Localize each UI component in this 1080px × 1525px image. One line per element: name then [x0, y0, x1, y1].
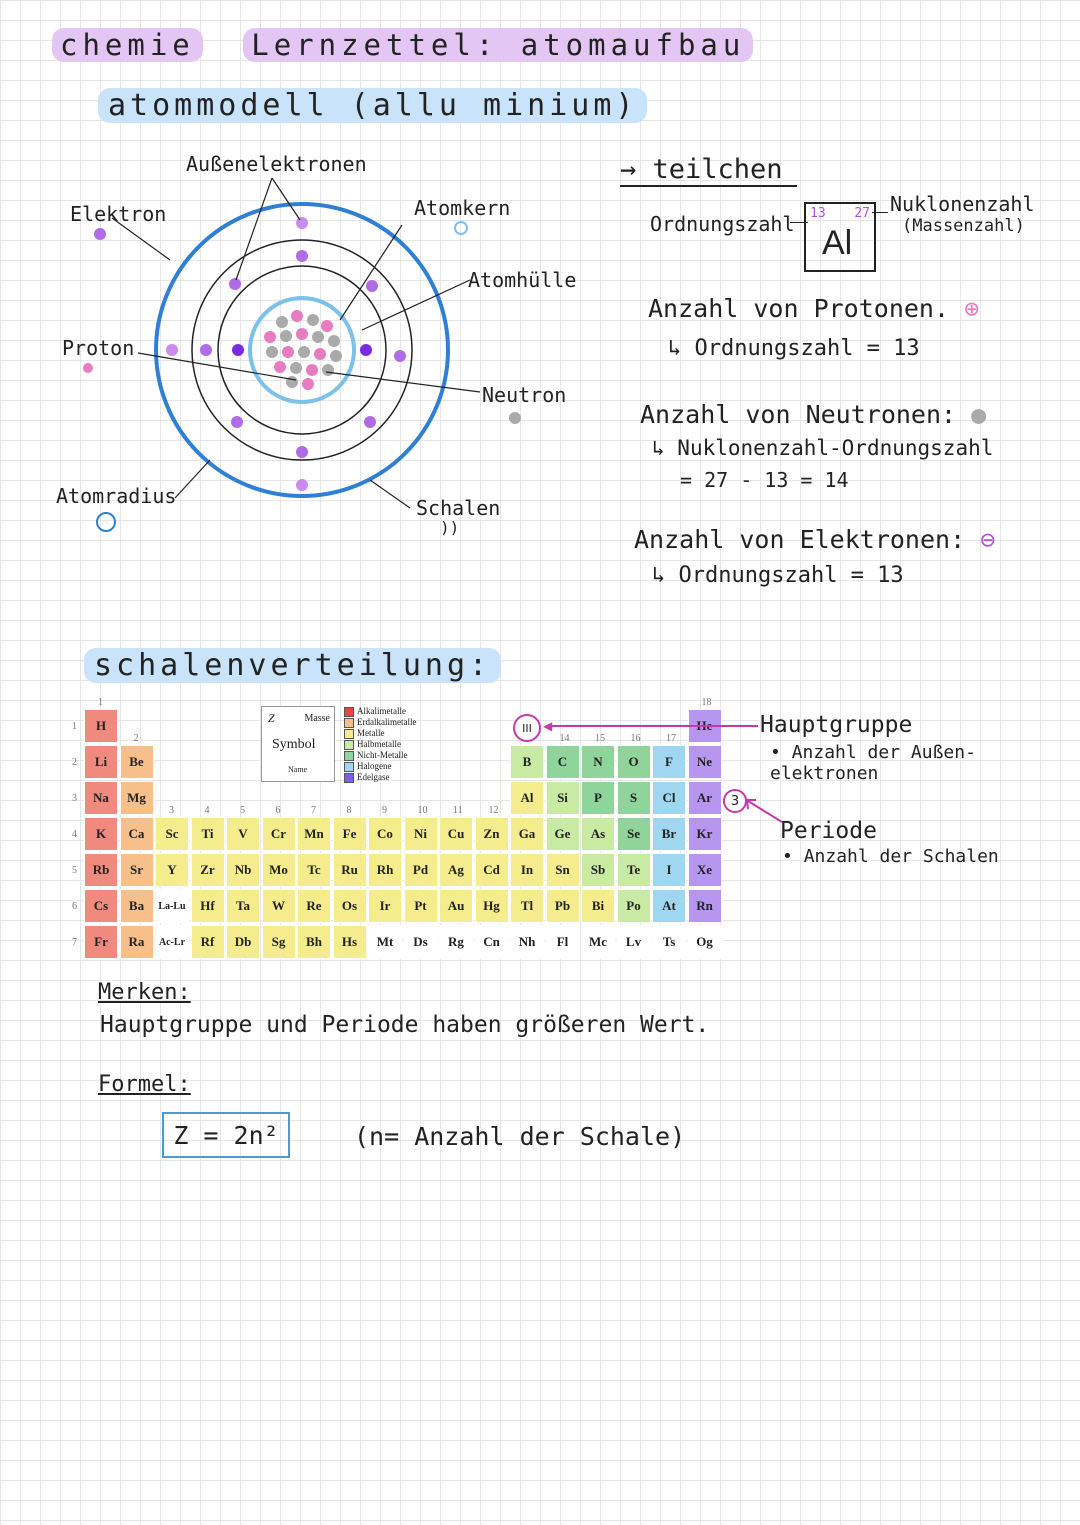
element-cell-b: B	[510, 745, 544, 779]
element-cell-ge: Ge	[546, 817, 580, 851]
merken-title: Merken:	[98, 980, 191, 1005]
period-number: 1	[72, 721, 77, 732]
element-cell-hg: Hg	[475, 889, 509, 923]
electrons-label: Anzahl von Elektronen: ⊖	[634, 525, 996, 554]
period-desc: • Anzahl der Schalen	[782, 846, 999, 867]
element-cell-ne: Ne	[688, 745, 722, 779]
main-group-title: Hauptgruppe	[760, 712, 913, 738]
key-symbol: Symbol	[272, 737, 316, 752]
label-atom-shell: Atomhülle	[468, 268, 577, 292]
element-cell-rh: Rh	[368, 853, 402, 887]
group-number: 15	[595, 733, 605, 744]
electron	[296, 446, 308, 458]
label-electron: Elektron	[70, 202, 167, 226]
element-cell-c: C	[546, 745, 580, 779]
element-cell-fr: Fr	[84, 925, 118, 959]
electron	[296, 250, 308, 262]
element-cell-kr: Kr	[688, 817, 722, 851]
nucleus-legend-icon	[455, 222, 467, 234]
element-cell-bh: Bh	[297, 925, 331, 959]
element-cell-li: Li	[84, 745, 118, 779]
periodic-table-key	[261, 706, 335, 782]
element-cell-mc: Mc	[581, 925, 615, 959]
key-z: Z	[268, 711, 275, 725]
legend-metals: Metalle	[344, 728, 416, 739]
element-cell-nh: Nh	[510, 925, 544, 959]
period-number: 3	[72, 793, 77, 804]
element-cell-tl: Tl	[510, 889, 544, 923]
proton-legend-icon	[83, 363, 93, 373]
neutron-icon: ●	[971, 400, 987, 429]
element-cell-cl: Cl	[652, 781, 686, 815]
group-number: 4	[204, 805, 210, 816]
atom-model-heading: atommodell (allu minium)	[98, 88, 647, 123]
group-number: 17	[666, 733, 676, 744]
group-number: 14	[559, 733, 570, 744]
electron	[360, 344, 372, 356]
element-cell-o: O	[617, 745, 651, 779]
electron	[296, 217, 308, 229]
atom-radius-legend-icon	[97, 513, 115, 531]
element-cell-ar: Ar	[688, 781, 722, 815]
neutrons-formula: ↳ Nuklonenzahl-Ordnungszahl	[652, 436, 994, 460]
group-arrow	[546, 725, 758, 727]
group-number: 7	[311, 805, 316, 816]
element-cell-f: F	[652, 745, 686, 779]
electron	[366, 280, 378, 292]
element-cell-he: He	[688, 709, 722, 743]
element-cell-cs: Cs	[84, 889, 118, 923]
element-cell-sc: Sc	[155, 817, 189, 851]
element-cell-ta: Ta	[226, 889, 260, 923]
element-cell-al: Al	[510, 781, 544, 815]
element-cell-pd: Pd	[404, 853, 438, 887]
element-cell-ag: Ag	[439, 853, 473, 887]
element-cell-n: N	[581, 745, 615, 779]
shells-mark: ))	[440, 518, 460, 537]
element-cell-nb: Nb	[226, 853, 260, 887]
period-number: 4	[72, 829, 77, 840]
element-cell-co: Co	[368, 817, 402, 851]
element-cell-xe: Xe	[688, 853, 722, 887]
element-cell-h: H	[84, 709, 118, 743]
legend-halogens: Halogene	[344, 761, 416, 772]
page-title: Lernzettel: atomaufbau	[243, 28, 753, 62]
element-cell-mo: Mo	[262, 853, 296, 887]
label-outer-electrons: Außenelektronen	[186, 152, 367, 176]
label-nucleus: Atomkern	[414, 196, 511, 220]
element-cell-sg: Sg	[262, 925, 296, 959]
element-cell-og: Og	[688, 925, 722, 959]
distribution-heading: schalenverteilung:	[84, 648, 501, 683]
label-neutron: Neutron	[482, 383, 567, 407]
label-atom-radius: Atomradius	[56, 484, 177, 508]
label-nucleon-number: Nuklonenzahl	[890, 192, 1035, 216]
element-cell-at: At	[652, 889, 686, 923]
element-cell-po: Po	[617, 889, 651, 923]
element-cell-w: W	[262, 889, 296, 923]
element-cell-te: Te	[617, 853, 651, 887]
element-mass: 27	[854, 206, 870, 221]
period-arrow	[744, 795, 784, 825]
element-cell-hs: Hs	[333, 925, 367, 959]
legend-noble-gases: Edelgase	[344, 772, 416, 783]
electron	[232, 344, 244, 356]
particles-heading: → teilchen	[620, 154, 797, 187]
key-mass: Masse	[304, 713, 330, 724]
element-cell-tc: Tc	[297, 853, 331, 887]
element-cell-cu: Cu	[439, 817, 473, 851]
element-symbol: Al	[822, 224, 853, 262]
label-atomic-number: Ordnungszahl	[650, 212, 795, 236]
legend-alkali: Alkalimetalle	[344, 706, 416, 717]
element-cell-ga: Ga	[510, 817, 544, 851]
element-cell-rg: Rg	[439, 925, 473, 959]
element-cell-p: P	[581, 781, 615, 815]
proton-icon: ⊕	[964, 294, 980, 323]
formel-title: Formel:	[98, 1072, 191, 1097]
nucleon-number-leader	[872, 212, 888, 213]
period-marker: 3	[723, 789, 747, 813]
neutron-legend-icon	[509, 412, 521, 424]
electron	[231, 416, 243, 428]
element-cell-pt: Pt	[404, 889, 438, 923]
group-number: 1	[98, 697, 103, 708]
element-cell-na: Na	[84, 781, 118, 815]
page-header	[52, 28, 753, 62]
group-number: 8	[346, 805, 352, 816]
element-cell-au: Au	[439, 889, 473, 923]
electron	[394, 350, 406, 362]
element-cell-ra: Ra	[120, 925, 154, 959]
element-cell-mg: Mg	[120, 781, 154, 815]
element-cell-rb: Rb	[84, 853, 118, 887]
electron	[200, 344, 212, 356]
element-cell-cn: Cn	[475, 925, 509, 959]
protons-value: ↳ Ordnungszahl = 13	[668, 336, 920, 361]
group-number: 11	[453, 805, 463, 816]
main-group-desc: • Anzahl der Außen- elektronen	[770, 742, 976, 784]
element-cell-br: Br	[652, 817, 686, 851]
element-cell-k: K	[84, 817, 118, 851]
group-number: 5	[240, 805, 245, 816]
period-title: Periode	[780, 818, 877, 844]
element-cell-la-lu: La-Lu	[155, 889, 189, 923]
element-cell-rn: Rn	[688, 889, 722, 923]
element-cell-ac-lr: Ac-Lr	[155, 925, 189, 959]
group-number: 6	[275, 805, 281, 816]
legend-semimetals: Halbmetalle	[344, 739, 416, 750]
element-cell-ds: Ds	[404, 925, 438, 959]
group-number: 10	[417, 805, 428, 816]
element-cell-cd: Cd	[475, 853, 509, 887]
element-cell-sr: Sr	[120, 853, 154, 887]
element-cell-db: Db	[226, 925, 260, 959]
group-number: 16	[630, 733, 641, 744]
group-number: 18	[701, 697, 712, 708]
group-marker: III	[513, 714, 541, 742]
element-cell-hf: Hf	[191, 889, 225, 923]
element-cell-zr: Zr	[191, 853, 225, 887]
period-number: 7	[72, 937, 77, 948]
element-cell-ir: Ir	[368, 889, 402, 923]
legend-alkaline-earth: Erdalkalimetalle	[344, 717, 416, 728]
neutrons-calc: = 27 - 13 = 14	[680, 468, 849, 492]
electron	[229, 278, 241, 290]
element-cell-mt: Mt	[368, 925, 402, 959]
element-cell-rf: Rf	[191, 925, 225, 959]
element-cell-mn: Mn	[297, 817, 331, 851]
key-name: Name	[288, 765, 308, 774]
period-number: 5	[72, 865, 77, 876]
group-number: 12	[488, 805, 499, 816]
element-cell-re: Re	[297, 889, 331, 923]
element-z: 13	[810, 206, 826, 221]
element-cell-ba: Ba	[120, 889, 154, 923]
element-cell-s: S	[617, 781, 651, 815]
electron	[296, 479, 308, 491]
element-cell-cr: Cr	[262, 817, 296, 851]
element-cell-ru: Ru	[333, 853, 367, 887]
element-cell-si: Si	[546, 781, 580, 815]
electron-icon: ⊖	[980, 525, 996, 554]
merken-text: Hauptgruppe und Periode haben größeren Wert.	[100, 1012, 710, 1038]
group-number: 3	[169, 805, 174, 816]
element-cell-pb: Pb	[546, 889, 580, 923]
period-number: 2	[72, 757, 77, 768]
element-cell-ti: Ti	[191, 817, 225, 851]
formula-box: Z = 2n²	[162, 1112, 290, 1158]
element-cell-fe: Fe	[333, 817, 367, 851]
periodic-legend	[344, 706, 416, 783]
label-shells: Schalen	[416, 496, 501, 520]
element-cell-sb: Sb	[581, 853, 615, 887]
neutrons-label: Anzahl von Neutronen: ●	[640, 400, 987, 429]
electrons-value: ↳ Ordnungszahl = 13	[652, 563, 904, 588]
formula-note: (n= Anzahl der Schale)	[354, 1122, 686, 1151]
element-cell-fl: Fl	[546, 925, 580, 959]
element-cell-i: I	[652, 853, 686, 887]
electron	[166, 344, 178, 356]
subject-label: chemie	[52, 28, 203, 62]
label-mass-number: (Massenzahl)	[902, 216, 1025, 236]
element-box	[804, 202, 876, 272]
group-number: 9	[382, 805, 387, 816]
protons-label: Anzahl von Protonen. ⊕	[648, 294, 980, 323]
element-cell-ts: Ts	[652, 925, 686, 959]
element-cell-in: In	[510, 853, 544, 887]
element-cell-se: Se	[617, 817, 651, 851]
element-cell-zn: Zn	[475, 817, 509, 851]
electron-legend-icon	[94, 228, 106, 240]
element-cell-os: Os	[333, 889, 367, 923]
group-number: 2	[133, 733, 139, 744]
element-cell-lv: Lv	[617, 925, 651, 959]
label-proton: Proton	[62, 336, 135, 360]
element-cell-bi: Bi	[581, 889, 615, 923]
period-number: 6	[72, 901, 77, 912]
group-arrow-head: ◀	[543, 719, 553, 733]
nucleus-particles	[264, 310, 342, 390]
electron	[364, 416, 376, 428]
element-cell-ca: Ca	[120, 817, 154, 851]
legend-nonmetals: Nicht-Metalle	[344, 750, 416, 761]
element-cell-v: V	[226, 817, 260, 851]
element-cell-sn: Sn	[546, 853, 580, 887]
element-cell-be: Be	[120, 745, 154, 779]
element-cell-y: Y	[155, 853, 189, 887]
element-cell-ni: Ni	[404, 817, 438, 851]
element-cell-as: As	[581, 817, 615, 851]
